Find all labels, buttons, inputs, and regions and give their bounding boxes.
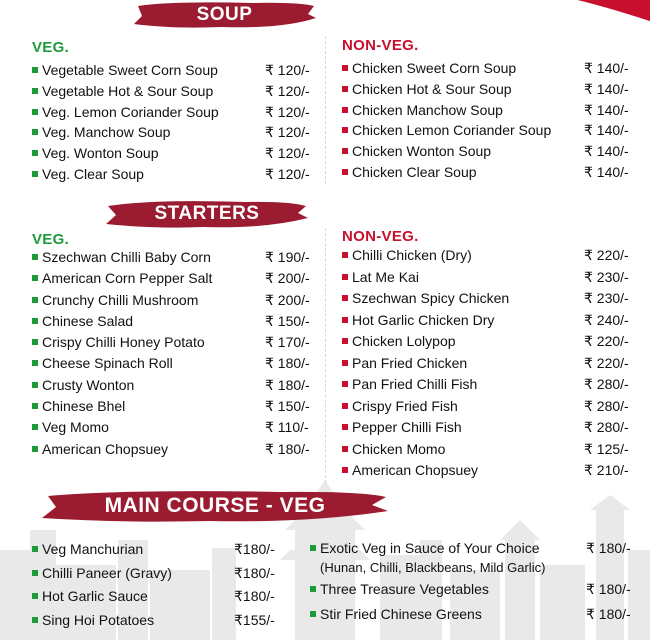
nonveg-bullet-icon	[342, 446, 348, 452]
item-name: Chicken Lolypop	[352, 333, 456, 349]
item-price: ₹ 125/-	[584, 440, 629, 457]
main-course-banner	[40, 488, 390, 524]
nonveg-bullet-icon	[342, 107, 348, 113]
item-price: ₹ 170/-	[265, 334, 310, 351]
menu-item	[32, 439, 322, 460]
menu-item	[32, 122, 322, 143]
item-price: ₹ 140/-	[584, 80, 629, 97]
menu-item	[32, 290, 322, 311]
item-name: Chicken Wonton Soup	[352, 143, 492, 160]
item-name: Veg Manchurian	[42, 541, 144, 557]
item-name: Chilli Paneer (Gravy)	[42, 564, 172, 581]
item-name: American Corn Pepper Salt	[42, 270, 213, 287]
menu-item	[32, 311, 322, 332]
menu-item	[32, 268, 322, 289]
item-name: American Chopsuey	[42, 440, 169, 457]
item-name: Pepper Chilli Fish	[352, 419, 462, 435]
menu-item	[342, 79, 642, 100]
item-name: Crispy Fried Fish	[352, 397, 458, 414]
item-name: Chinese Bhel	[42, 398, 126, 415]
item-name: Chicken Lemon Coriander Soup	[352, 122, 552, 139]
veg-bullet-icon	[32, 424, 38, 430]
item-price: ₹ 280/-	[584, 376, 629, 392]
veg-bullet-icon	[32, 109, 38, 115]
item-price: ₹ 120/-	[265, 165, 310, 182]
item-name: Crusty Wonton	[42, 376, 135, 393]
nonveg-bullet-icon	[342, 127, 348, 133]
item-price: ₹ 230/-	[584, 290, 629, 306]
soup-title: SOUP	[196, 4, 253, 25]
item-price: ₹ 140/-	[584, 101, 629, 118]
nonveg-bullet-icon	[342, 295, 348, 301]
soup-nonveg-list	[342, 58, 642, 183]
menu-item	[342, 310, 642, 332]
menu-item	[342, 417, 642, 439]
veg-bullet-icon	[32, 403, 38, 409]
item-name: Veg Momo	[42, 419, 109, 436]
item-name: Hot Garlic Chicken Dry	[352, 311, 495, 328]
item-price: ₹ 220/-	[584, 354, 629, 371]
item-name: Vegetable Hot & Sour Soup	[42, 82, 214, 99]
veg-bullet-icon	[32, 446, 38, 452]
item-name: Exotic Veg in Sauce of Your Choice	[320, 540, 540, 556]
menu-item	[32, 60, 322, 81]
corner-decoration	[520, 0, 650, 30]
item-price: ₹180/-	[234, 564, 275, 581]
nonveg-bullet-icon	[342, 338, 348, 344]
column-divider	[325, 36, 326, 184]
item-price: ₹ 200/-	[265, 291, 310, 308]
menu-item	[342, 374, 642, 396]
item-name: Chicken Sweet Corn Soup	[352, 60, 517, 76]
veg-bullet-icon	[32, 570, 38, 576]
item-name: Three Treasure Vegetables	[320, 581, 489, 597]
item-price: ₹ 240/-	[584, 311, 629, 328]
veg-bullet-icon	[32, 593, 38, 599]
menu-item	[342, 141, 642, 162]
item-price: ₹ 140/-	[584, 122, 629, 139]
menu-item	[32, 353, 322, 374]
item-name: Sing Hoi Potatoes	[42, 611, 155, 628]
menu-item	[342, 245, 642, 267]
menu-item	[32, 81, 322, 102]
main-course-right-list	[310, 539, 640, 630]
item-price: ₹ 150/-	[265, 312, 310, 329]
veg-bullet-icon	[310, 586, 316, 592]
menu-item	[32, 538, 282, 562]
item-name: Cheese Spinach Roll	[42, 355, 173, 372]
item-price: ₹ 180/-	[586, 540, 631, 556]
nonveg-bullet-icon	[342, 169, 348, 175]
item-price: ₹ 140/-	[584, 143, 629, 160]
starters-banner	[104, 198, 310, 230]
menu-item	[32, 609, 282, 633]
starters-nonveg-list	[342, 245, 642, 482]
item-name: Veg. Clear Soup	[42, 165, 144, 182]
item-price: ₹ 120/-	[265, 62, 310, 78]
nonveg-bullet-icon	[342, 86, 348, 92]
item-name: Chilli Chicken (Dry)	[352, 247, 472, 263]
menu-item	[342, 439, 642, 461]
item-name: Chicken Manchow Soup	[352, 101, 503, 118]
item-price: ₹ 110/-	[265, 419, 309, 436]
menu-item	[32, 375, 322, 396]
item-name: Chicken Momo	[352, 440, 446, 457]
veg-bullet-icon	[32, 88, 38, 94]
menu-item	[310, 605, 640, 630]
menu-item	[342, 331, 642, 353]
soup-banner	[132, 0, 317, 30]
nonveg-bullet-icon	[342, 403, 348, 409]
main-course-left-list	[32, 538, 282, 632]
veg-bullet-icon	[32, 339, 38, 345]
menu-item	[32, 562, 282, 586]
menu-item	[32, 585, 282, 609]
main-course-title: MAIN COURSE - VEG	[104, 494, 326, 517]
item-name: Stir Fried Chinese Greens	[320, 606, 482, 622]
item-price: ₹ 180/-	[265, 376, 310, 393]
item-price: ₹ 180/-	[586, 581, 631, 597]
item-price: ₹ 180/-	[586, 606, 631, 622]
veg-bullet-icon	[32, 546, 38, 552]
soup-nonveg-heading: NON-VEG.	[342, 37, 419, 54]
item-name: Hot Garlic Sauce	[42, 588, 148, 604]
item-price: ₹ 230/-	[584, 268, 629, 285]
item-price: ₹ 210/-	[584, 462, 629, 478]
nonveg-bullet-icon	[342, 360, 348, 366]
item-name: American Chopsuey	[352, 462, 479, 478]
menu-item	[342, 396, 642, 418]
nonveg-bullet-icon	[342, 274, 348, 280]
item-price: ₹ 120/-	[265, 82, 310, 99]
veg-bullet-icon	[32, 360, 38, 366]
item-price: ₹ 280/-	[584, 397, 629, 414]
item-name: Lat Me Kai	[352, 268, 419, 285]
item-price: ₹ 280/-	[584, 419, 629, 435]
soup-veg-list	[32, 60, 322, 185]
veg-bullet-icon	[32, 254, 38, 260]
menu-item	[32, 417, 322, 438]
item-name: Szechwan Spicy Chicken	[352, 290, 510, 306]
item-name: Chinese Salad	[42, 312, 134, 329]
veg-bullet-icon	[32, 150, 38, 156]
menu-item	[342, 100, 642, 121]
nonveg-bullet-icon	[342, 381, 348, 387]
menu-item	[342, 58, 642, 79]
nonveg-bullet-icon	[342, 252, 348, 258]
veg-bullet-icon	[32, 171, 38, 177]
menu-item	[32, 102, 322, 123]
item-name: Veg. Manchow Soup	[42, 124, 171, 141]
nonveg-bullet-icon	[342, 424, 348, 430]
item-price: ₹ 180/-	[265, 355, 310, 372]
starters-title: STARTERS	[154, 203, 260, 224]
item-price: ₹ 190/-	[265, 249, 310, 265]
menu-item	[342, 162, 642, 183]
item-price: ₹ 220/-	[584, 333, 629, 349]
veg-bullet-icon	[32, 67, 38, 73]
menu-item	[32, 164, 322, 185]
nonveg-bullet-icon	[342, 317, 348, 323]
item-price: ₹ 120/-	[265, 103, 310, 120]
column-divider	[325, 228, 326, 483]
starters-nonveg-heading: NON-VEG.	[342, 228, 419, 245]
veg-bullet-icon	[310, 545, 316, 551]
item-price: ₹ 200/-	[265, 270, 310, 287]
item-name: Szechwan Chilli Baby Corn	[42, 249, 211, 265]
starters-veg-heading: VEG.	[32, 231, 70, 248]
menu-item	[342, 460, 642, 482]
menu-item	[342, 288, 642, 310]
veg-bullet-icon	[32, 382, 38, 388]
veg-bullet-icon	[32, 129, 38, 135]
item-name: Chicken Hot & Sour Soup	[352, 80, 512, 97]
item-price: ₹ 120/-	[265, 145, 310, 162]
item-price: ₹ 120/-	[265, 124, 310, 141]
item-name: Pan Fried Chicken	[352, 354, 468, 371]
nonveg-bullet-icon	[342, 65, 348, 71]
item-price: ₹ 150/-	[265, 398, 310, 415]
item-name: Veg. Lemon Coriander Soup	[42, 103, 219, 120]
menu-item	[342, 353, 642, 375]
item-description: (Hunan, Chilli, Blackbeans, Mild Garlic)	[320, 560, 546, 575]
item-name: Pan Fried Chilli Fish	[352, 376, 478, 392]
item-price: ₹155/-	[234, 611, 275, 628]
menu-item	[310, 580, 640, 605]
menu-item	[342, 120, 642, 141]
menu-item	[32, 332, 322, 353]
veg-bullet-icon	[32, 275, 38, 281]
nonveg-bullet-icon	[342, 467, 348, 473]
nonveg-bullet-icon	[342, 148, 348, 154]
veg-bullet-icon	[32, 617, 38, 623]
item-price: ₹180/-	[234, 588, 275, 604]
item-price: ₹ 140/-	[584, 163, 629, 180]
item-name: Crispy Chilli Honey Potato	[42, 334, 205, 351]
item-name: Chicken Clear Soup	[352, 163, 477, 180]
veg-bullet-icon	[32, 318, 38, 324]
veg-bullet-icon	[310, 611, 316, 617]
item-price: ₹ 180/-	[265, 440, 310, 457]
item-price: ₹180/-	[234, 541, 275, 557]
menu-item	[32, 143, 322, 164]
starters-veg-list	[32, 247, 322, 460]
veg-bullet-icon	[32, 297, 38, 303]
soup-veg-heading: VEG.	[32, 39, 70, 56]
menu-item	[32, 247, 322, 268]
menu-item	[32, 396, 322, 417]
item-name: Veg. Wonton Soup	[42, 145, 159, 162]
menu-item	[342, 267, 642, 289]
item-name: Vegetable Sweet Corn Soup	[42, 62, 218, 78]
item-price: ₹ 220/-	[584, 247, 629, 263]
item-name: Crunchy Chilli Mushroom	[42, 291, 199, 308]
item-price: ₹ 140/-	[584, 60, 629, 76]
menu-item	[310, 539, 640, 580]
